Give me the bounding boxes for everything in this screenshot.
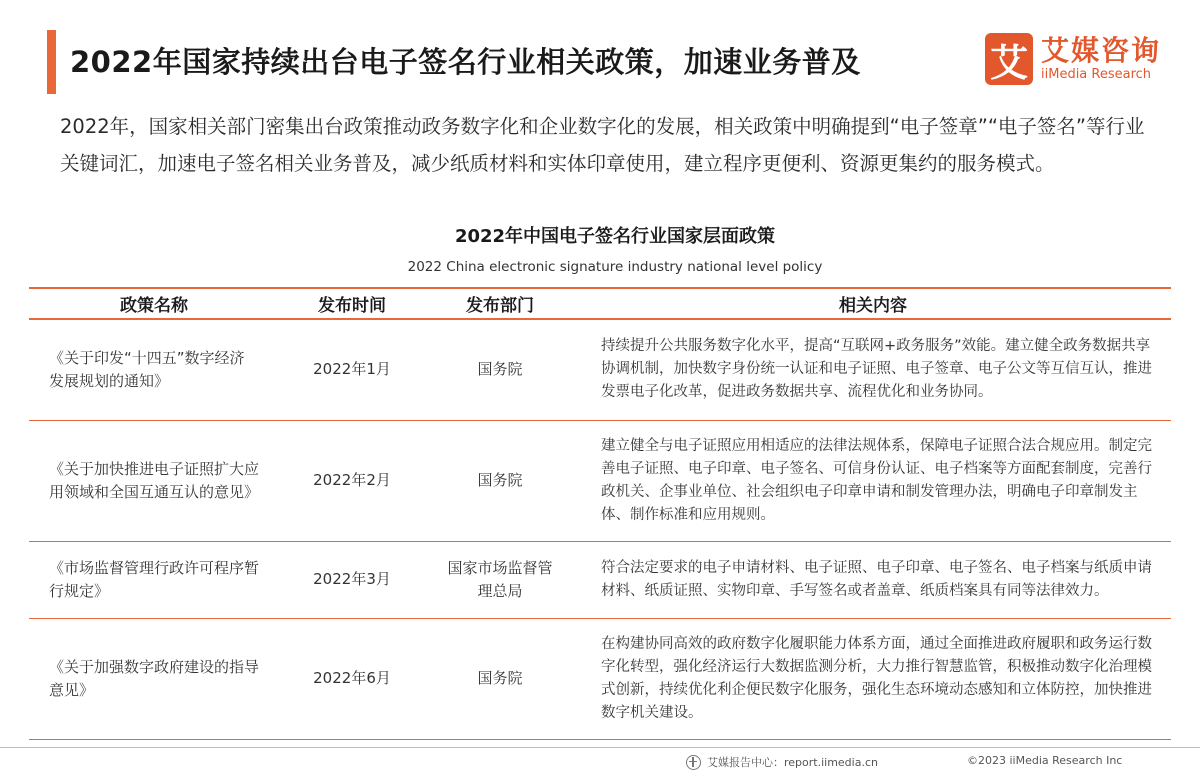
table-title: 2022年中国电子签名行业国家层面政策 <box>454 226 776 247</box>
policy-table <box>29 287 1171 740</box>
title-accent-bar <box>47 30 56 94</box>
policy-name-cell: 《关于印发“十四五”数字经济发展规划的通知》 <box>29 319 279 420</box>
globe-icon <box>686 755 701 770</box>
header-policy-name: 政策名称 <box>29 288 279 319</box>
logo-chinese-name: 艾媒咨询 <box>1041 34 1162 67</box>
content-cell: 建立健全与电子证照应用相适应的法律法规体系，保障电子证照合法合规应用。制定完善电子证照、电子印章、电子签名、可信身份认证、电子档案等方面配套制度，完善行政机关、企事业单位、社会组织电子印章申请和制发管理办法，明确电子印章制发主体、制作标准和应用规则。 <box>575 420 1171 541</box>
header-department: 发布部门 <box>425 288 575 319</box>
department-cell: 国务院 <box>425 618 575 739</box>
footer-divider <box>0 747 1200 748</box>
release-date-cell: 2022年2月 <box>279 420 425 541</box>
policy-name-cell: 《关于加强数字政府建设的指导意见》 <box>29 618 279 739</box>
table-row <box>29 420 1171 541</box>
policy-name-cell: 《市场监督管理行政许可程序暂行规定》 <box>29 541 279 618</box>
table-row <box>29 618 1171 739</box>
logo-english-name: iiMedia Research <box>1041 67 1152 82</box>
footer-report-center <box>686 754 878 770</box>
table-header-row <box>29 288 1171 319</box>
table-subtitle: 2022 China electronic signature industry national level policy <box>407 259 823 275</box>
content-cell: 符合法定要求的电子申请材料、电子证照、电子印章、电子签名、电子档案与纸质申请材料、纸质证照、实物印章、手写签名或者盖章、纸质档案具有同等法律效力。 <box>575 541 1171 618</box>
department-cell: 国家市场监督管理总局 <box>425 541 575 618</box>
page-title: 2022年国家持续出台电子签名行业相关政策，加速业务普及 <box>70 45 861 79</box>
brand-logo <box>985 33 1161 85</box>
logo-mark-icon: 艾 <box>985 33 1033 85</box>
content-cell: 持续提升公共服务数字化水平，提高“互联网+政务服务”效能。建立健全政务数据共享协调机制，加快数字身份统一认证和电子证照、电子签章、电子公文等互信互认，推进发票电子化改革，促进政务数据共享、流程优化和业务协同。 <box>575 319 1171 420</box>
table-row <box>29 541 1171 618</box>
header-content: 相关内容 <box>575 288 1171 319</box>
content-cell: 在构建协同高效的政府数字化履职能力体系方面，通过全面推进政府履职和政务运行数字化转型，强化经济运行大数据监测分析，大力推行智慧监管，积极推动数字化治理模式创新，持续优化利企便民数字化服务，强化生态环境动态感知和立体防控，加快推进数字机关建设。 <box>575 618 1171 739</box>
release-date-cell: 2022年3月 <box>279 541 425 618</box>
policy-name-cell: 《关于加快推进电子证照扩大应用领域和全国互通互认的意见》 <box>29 420 279 541</box>
release-date-cell: 2022年1月 <box>279 319 425 420</box>
department-cell: 国务院 <box>425 319 575 420</box>
footer-report-center-text: 艾媒报告中心：report.iimedia.cn <box>707 756 878 769</box>
release-date-cell: 2022年6月 <box>279 618 425 739</box>
department-cell: 国务院 <box>425 420 575 541</box>
table-row <box>29 319 1171 420</box>
intro-paragraph: 2022年，国家相关部门密集出台政策推动政务数字化和企业数字化的发展，相关政策中明确提到“电子签章”“电子签名”等行业关键词汇，加速电子签名相关业务普及，减少纸质材料和实体印章使用，建立程序更便利、资源更集约的服务模式。 <box>60 115 1145 175</box>
footer-copyright: ©2023 iiMedia Research Inc <box>967 754 1123 767</box>
header-release-date: 发布时间 <box>279 288 425 319</box>
